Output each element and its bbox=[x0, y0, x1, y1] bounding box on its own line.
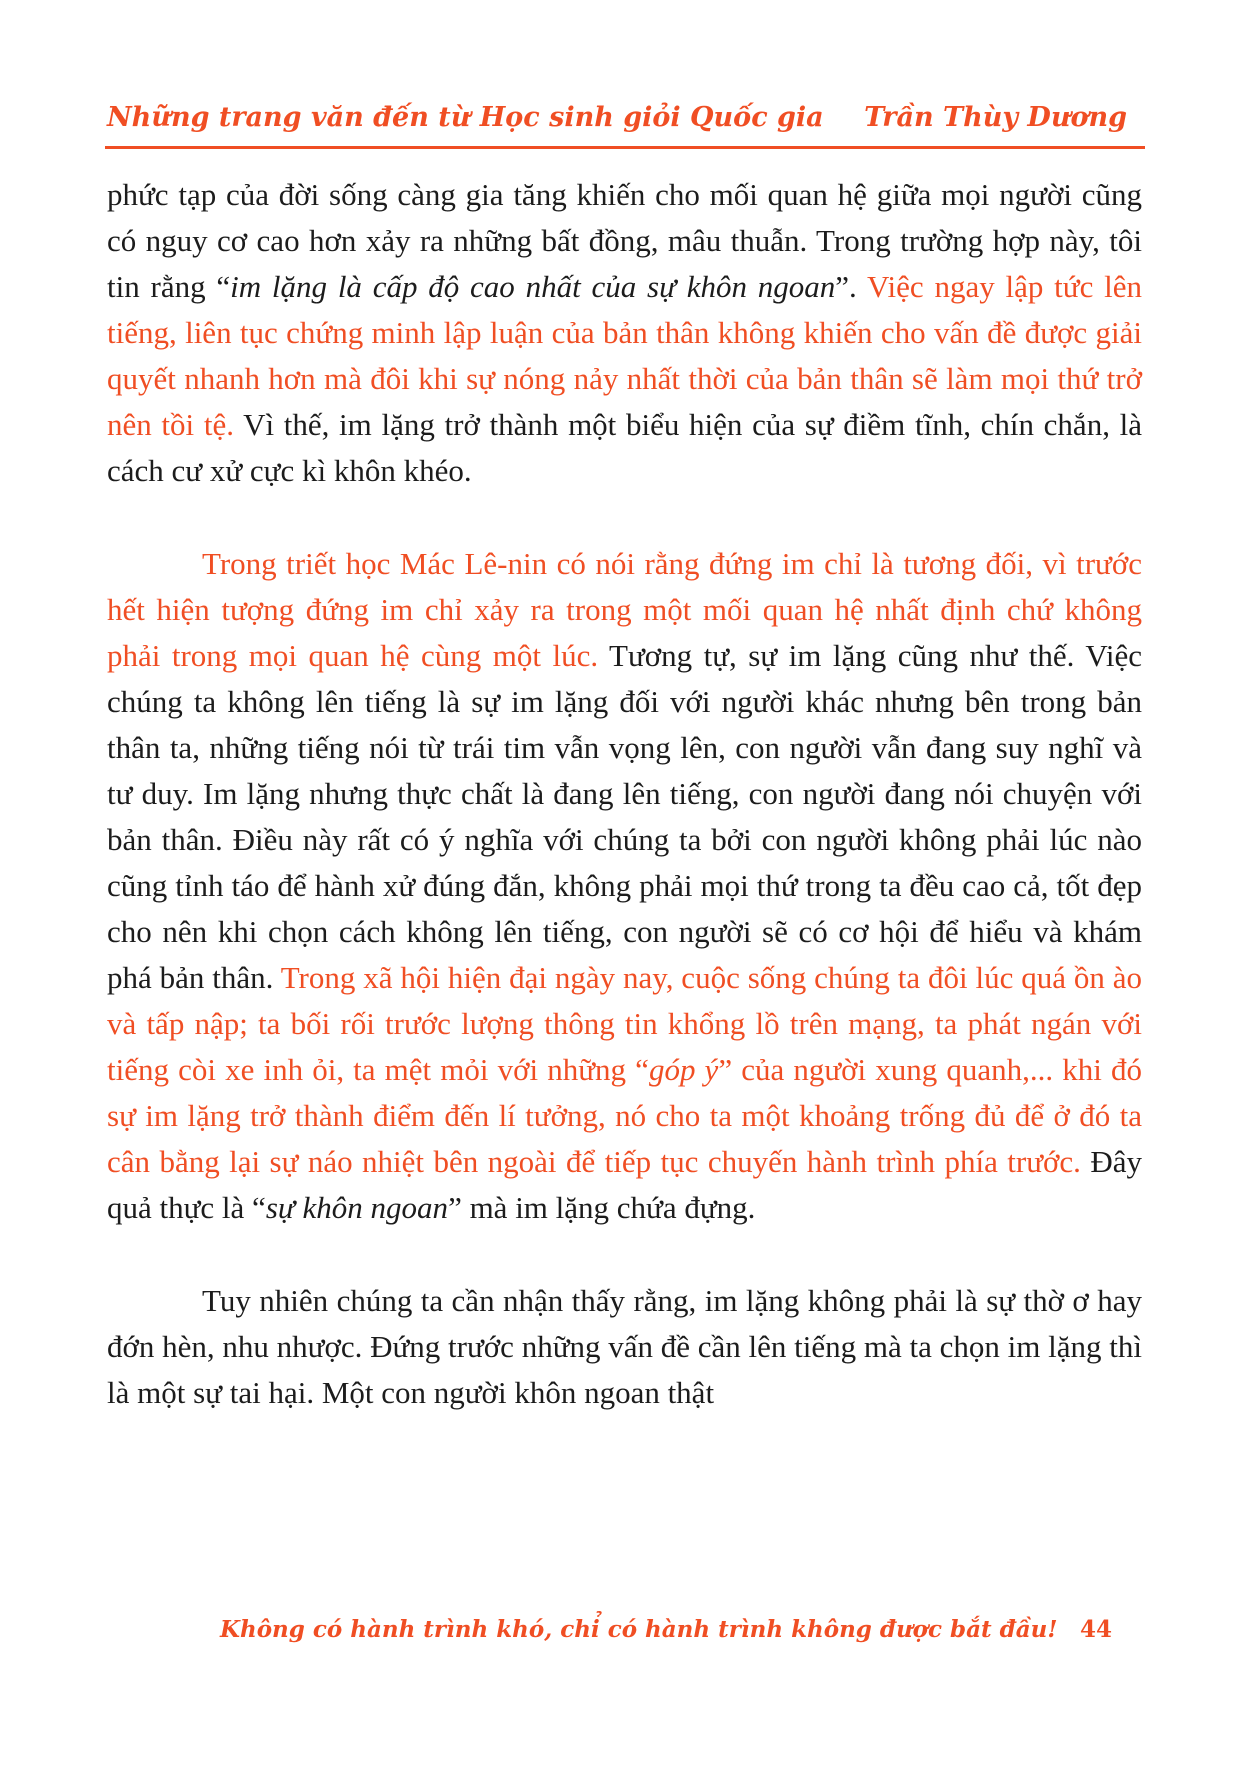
p2-highlight-2b: ” của người xung quanh,... khi đó sự im lặng trở thành điểm đến lí tưởng, nó cho ta một khoảng trống đủ để ở đó ta cân bằng lại sự náo nhiệt bên ngoài để tiếp tục chuyến hành trình phía trước. bbox=[107, 1052, 1142, 1179]
p2-quote: sự khôn ngoan bbox=[265, 1190, 449, 1225]
p3-text: Tuy nhiên chúng ta cần nhận thấy rằng, im lặng không phải là sự thờ ơ hay đớn hèn, nhu nhược. Đứng trước những vấn đề cần lên tiếng mà ta chọn im lặng thì là một sự tai hại. Một con người khôn ngoan thật bbox=[107, 1283, 1142, 1410]
paragraph-1 bbox=[107, 172, 1142, 494]
p1-quote: im lặng là cấp độ cao nhất của sự khôn ngoan bbox=[230, 269, 836, 304]
header-divider bbox=[105, 146, 1145, 149]
footer-slogan: Không có hành trình khó, chỉ có hành trình không được bắt đầu! bbox=[220, 1616, 1058, 1643]
p2-text-1: Tương tự, sự im lặng cũng như thế. Việc chúng ta không lên tiếng là sự im lặng đối với người khác nhưng bên trong bản thân ta, những tiếng nói từ trái tim vẫn vọng lên, con người vẫn đang suy nghĩ và tư duy. Im lặng nhưng thực chất là đang lên tiếng, con người đang nói chuyện với bản thân. Điều này rất có ý nghĩa với chúng ta bởi con người không phải lúc nào cũng tỉnh táo để hành xử đúng đắn, không phải mọi thứ trong ta đều cao cả, tốt đẹp cho nên khi chọn cách không lên tiếng, con người sẽ có cơ hội để hiểu và khám phá bản thân. bbox=[107, 638, 1142, 995]
p1-text-2: Vì thế, im lặng trở thành một biểu hiện của sự điềm tĩnh, chín chắn, là cách cư xử cực kì khôn khéo. bbox=[107, 407, 1142, 488]
paragraph-2 bbox=[107, 541, 1142, 1231]
author-name: Trần Thùy Dương bbox=[864, 102, 1127, 133]
p2-text-2: Đây quả thực là “ bbox=[107, 1144, 1142, 1225]
running-header bbox=[105, 96, 1145, 142]
body-text bbox=[107, 172, 1142, 1416]
p1-quote-end: ”. bbox=[835, 269, 868, 304]
p2-highlight-1: Trong triết học Mác Lê-nin có nói rằng đứng im chỉ là tương đối, vì trước hết hiện tượng đứng im chỉ xảy ra trong một mối quan hệ nhất định chứ không phải trong mọi quan hệ cùng một lúc. bbox=[107, 546, 1142, 673]
p1-text-1: phức tạp của đời sống càng gia tăng khiến cho mối quan hệ giữa mọi người cũng có nguy cơ cao hơn xảy ra những bất đồng, mâu thuẫn. Trong trường hợp này, tôi tin rằng “ bbox=[107, 177, 1142, 304]
book-title: Những trang văn đến từ Học sinh giỏi Quốc gia bbox=[107, 102, 824, 133]
p2-highlight-quote: góp ý bbox=[648, 1052, 719, 1087]
p2-highlight-2a: Trong xã hội hiện đại ngày nay, cuộc sống chúng ta đôi lúc quá ồn ào và tấp nập; ta bối rối trước lượng thông tin khổng lồ trên mạng, ta phát ngán với tiếng còi xe inh ỏi, ta mệt mỏi với những “ bbox=[107, 960, 1142, 1087]
page-number: 44 bbox=[1080, 1616, 1113, 1643]
paragraph-3 bbox=[107, 1278, 1142, 1416]
page-footer bbox=[220, 1612, 1120, 1652]
p1-highlight: Việc ngay lập tức lên tiếng, liên tục chứng minh lập luận của bản thân không khiến cho vấn đề được giải quyết nhanh hơn mà đôi khi sự nóng nảy nhất thời của bản thân sẽ làm mọi thứ trở nên tồi tệ. bbox=[107, 269, 1142, 442]
p2-text-3: ” mà im lặng chứa đựng. bbox=[448, 1190, 756, 1225]
